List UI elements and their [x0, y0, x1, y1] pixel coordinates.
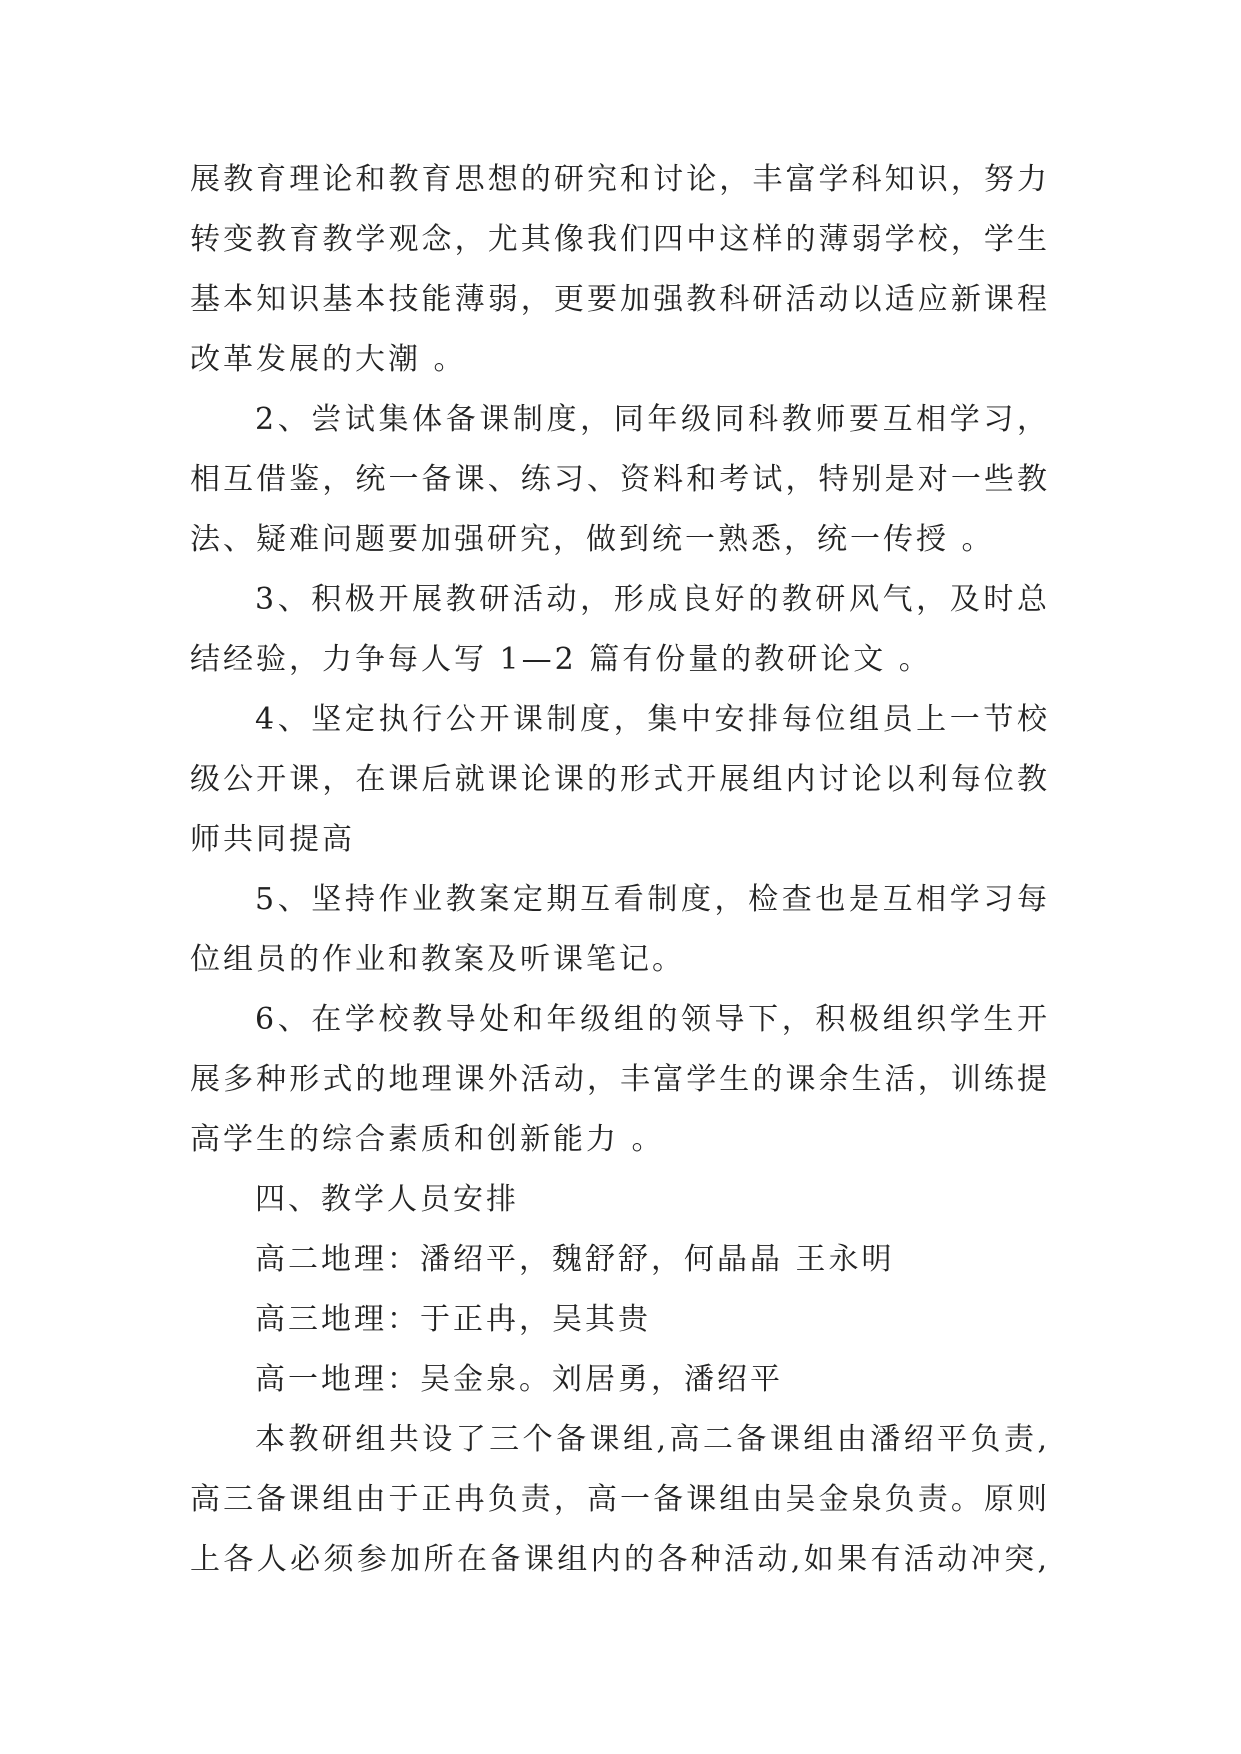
text-line: 高一地理：吴金泉。刘居勇，潘绍平	[255, 1362, 783, 1397]
text-line: 位组员的作业和教案及听课笔记。	[190, 942, 685, 977]
text-line: 高三备课组由于正冉负责，高一备课组由吴金泉负责。原则	[190, 1482, 1050, 1517]
text-line: 师共同提高	[190, 822, 355, 857]
text-line: 展多种形式的地理课外活动，丰富学生的课余生活，训练提	[190, 1062, 1050, 1097]
text-line: 展教育理论和教育思想的研究和讨论，丰富学科知识，努力	[190, 162, 1050, 197]
document-body	[190, 150, 1050, 1590]
text-line: 3、积极开展教研活动，形成良好的教研风气，及时总	[255, 582, 1050, 617]
text-line: 四、教学人员安排	[255, 1182, 519, 1217]
text-line: 结经验，力争每人写 1—2 篇有份量的教研论文 。	[190, 642, 932, 677]
text-line: 转变教育教学观念，尤其像我们四中这样的薄弱学校，学生	[190, 222, 1050, 257]
text-line: 本教研组共设了三个备课组,高二备课组由潘绍平负责,	[255, 1422, 1050, 1457]
text-line: 高二地理：潘绍平，魏舒舒，何晶晶 王永明	[255, 1242, 895, 1277]
text-line: 相互借鉴，统一备课、练习、资料和考试，特别是对一些教	[190, 462, 1050, 497]
text-line: 改革发展的大潮 。	[190, 342, 467, 377]
text-line: 4、坚定执行公开课制度，集中安排每位组员上一节校	[255, 702, 1050, 737]
text-line: 高三地理：于正冉，吴其贵	[255, 1302, 651, 1337]
text-line: 6、在学校教导处和年级组的领导下，积极组织学生开	[255, 1002, 1050, 1037]
text-line: 级公开课，在课后就课论课的形式开展组内讨论以利每位教	[190, 762, 1050, 797]
text-line: 2、尝试集体备课制度，同年级同科教师要互相学习，	[255, 402, 1050, 437]
text-line: 高学生的综合素质和创新能力 。	[190, 1122, 665, 1157]
text-line: 法、疑难问题要加强研究，做到统一熟悉，统一传授 。	[190, 522, 995, 557]
text-line: 5、坚持作业教案定期互看制度，检查也是互相学习每	[255, 882, 1050, 917]
text-line: 基本知识基本技能薄弱，更要加强教科研活动以适应新课程	[190, 282, 1050, 317]
text-line: 上各人必须参加所在备课组内的各种活动,如果有活动冲突,	[190, 1542, 1050, 1577]
